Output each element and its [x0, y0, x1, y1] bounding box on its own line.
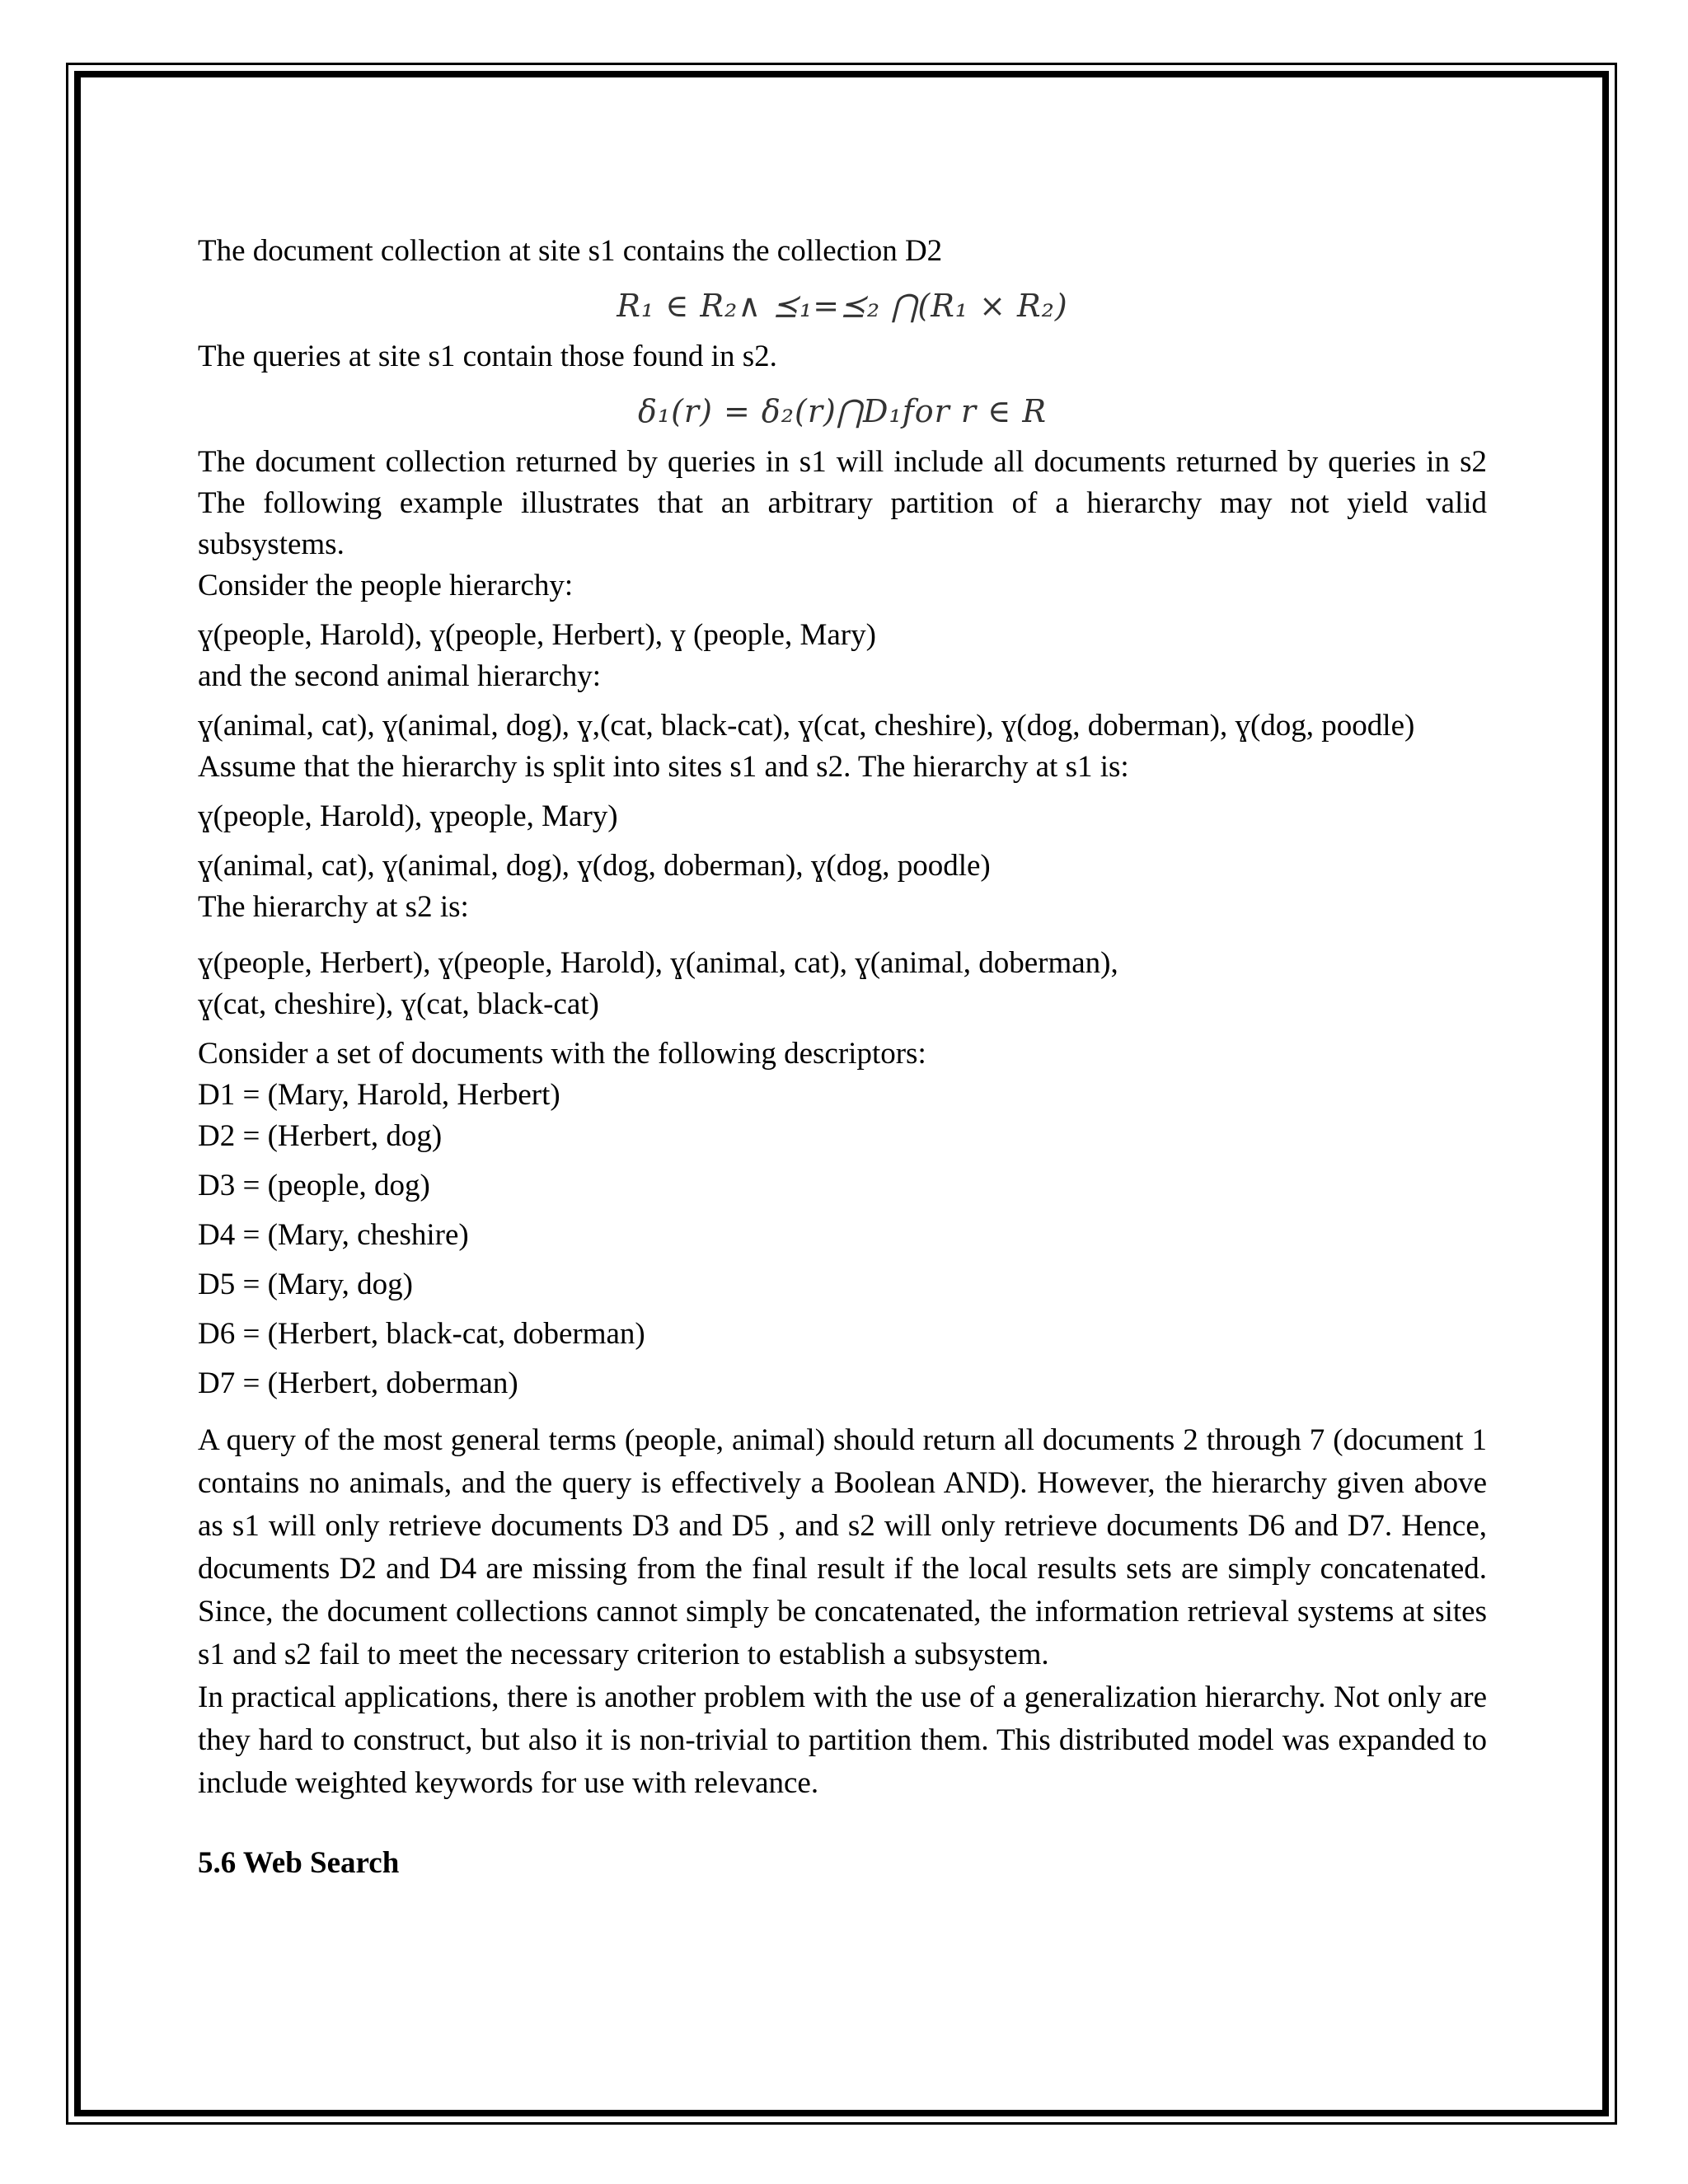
people-intro: Consider the people hierarchy:: [198, 569, 574, 602]
s1-hierarchy-animals: ɣ(animal, cat), ɣ(animal, dog), ɣ(dog, doberman), ɣ(dog, poodle): [198, 849, 991, 883]
people-hierarchy: ɣ(people, Harold), ɣ(people, Herbert), ɣ (people, Mary): [198, 618, 876, 652]
document-descriptor: D6 = (Herbert, black-cat, doberman): [198, 1317, 645, 1351]
document-descriptor: D3 = (people, dog): [198, 1169, 430, 1202]
document-descriptor: D1 = (Mary, Harold, Herbert): [198, 1078, 560, 1112]
document-descriptor: D2 = (Herbert, dog): [198, 1119, 443, 1153]
paragraph-partition: The document collection returned by queries in s1 will include all documents returned by queries in s2 The following example illustrates that an arbitrary partition of a hierarchy may not yield valid subsystems.: [198, 445, 1487, 561]
document-descriptor: D4 = (Mary, cheshire): [198, 1218, 469, 1252]
formula-collection: R₁ ∈ R₂∧ ⪯₁=⪯₂ ⋂(R₁ × R₂): [617, 288, 1068, 324]
animal-hierarchy: ɣ(animal, cat), ɣ(animal, dog), ɣ,(cat, black-cat), ɣ(cat, cheshire), ɣ(dog, doberman), ɣ(dog, poodle): [198, 709, 1415, 743]
s1-hierarchy-people: ɣ(people, Harold), ɣpeople, Mary): [198, 799, 618, 833]
section-heading: 5.6 Web Search: [198, 1846, 400, 1880]
s2-hierarchy-line2: ɣ(cat, cheshire), ɣ(cat, black-cat): [198, 987, 599, 1021]
intro-text: The document collection at site s1 contains the collection D2: [198, 234, 943, 268]
s2-hierarchy-line1: ɣ(people, Herbert), ɣ(people, Harold), ɣ(animal, cat), ɣ(animal, doberman),: [198, 946, 1118, 980]
document-body: [198, 231, 1487, 1884]
paragraph-practical: In practical applications, there is another problem with the use of a generalization hierarchy. Not only are they hard to construct, but also it is non-trivial to partition them. This distributed model was expanded to include weighted keywords for use with relevance.: [198, 1680, 1487, 1800]
paragraph-query-example: A query of the most general terms (people, animal) should return all documents 2 through 7 (document 1 contains no animals, and the query is effectively a Boolean AND). However, the hierarchy given above as s1 will only retrieve documents D3 and D5 , and s2 will only retrieve documents D6 and D7. Hence, documents D2 and D4 are missing from the final result if the local results sets are simply concatenated. Since, the document collections cannot simply be concatenated, the information retrieval systems at sites s1 and s2 fail to meet the necessary criterion to establish a subsystem.: [198, 1423, 1487, 1671]
split-text: Assume that the hierarchy is split into sites s1 and s2. The hierarchy at s1 is:: [198, 750, 1129, 784]
document-descriptor: D7 = (Herbert, doberman): [198, 1366, 518, 1400]
document-descriptor: D5 = (Mary, dog): [198, 1268, 413, 1301]
descriptors-intro: Consider a set of documents with the following descriptors:: [198, 1037, 926, 1071]
queries-text: The queries at site s1 contain those found in s2.: [198, 340, 777, 373]
animal-intro: and the second animal hierarchy:: [198, 659, 602, 693]
formula-queries: δ₁(r) = δ₂(r)⋂D₁for r ∈ R: [638, 393, 1047, 429]
s2-intro: The hierarchy at s2 is:: [198, 890, 469, 924]
